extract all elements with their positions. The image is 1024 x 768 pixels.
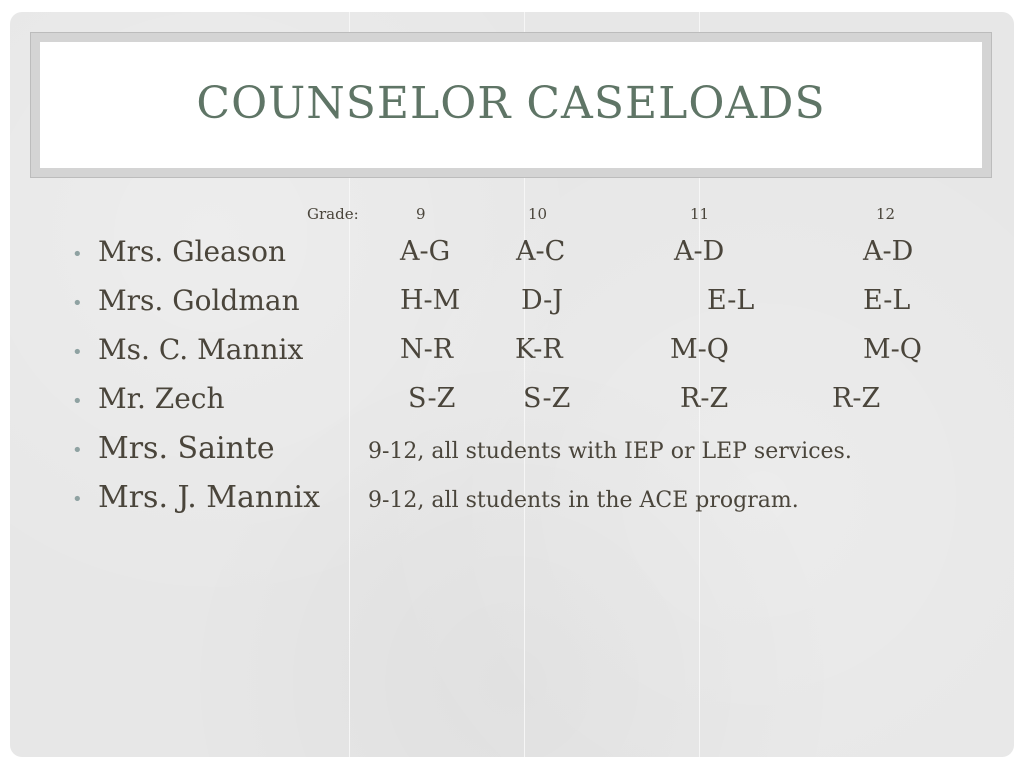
caseload-cell: E-L xyxy=(863,285,911,316)
bullet-icon: • xyxy=(72,342,83,363)
counselor-name: Mrs. Sainte xyxy=(98,431,275,466)
counselor-name: Ms. C. Mannix xyxy=(98,333,304,366)
counselor-name: Mrs. Goldman xyxy=(98,284,300,317)
bullet-icon: • xyxy=(72,391,83,412)
caseload-note: 9-12, all students with IEP or LEP services. xyxy=(368,439,852,464)
caseload-cell: A-C xyxy=(516,236,566,267)
caseload-cell: R-Z xyxy=(680,383,729,414)
grade-9-header: 9 xyxy=(416,205,426,223)
grade-10-header: 10 xyxy=(528,205,548,223)
bullet-icon: • xyxy=(72,293,83,314)
counselor-name: Mrs. J. Mannix xyxy=(98,480,321,515)
counselor-name: Mrs. Gleason xyxy=(98,235,287,268)
caseload-cell: H-M xyxy=(400,285,461,316)
grade-11-header: 11 xyxy=(690,205,710,223)
caseload-cell: M-Q xyxy=(670,334,729,365)
caseload-cell: A-D xyxy=(863,236,914,267)
slide-title: COUNSELOR CASELOADS xyxy=(196,77,826,129)
caseload-cell: S-Z xyxy=(523,383,571,414)
grade-12-header: 12 xyxy=(876,205,896,223)
caseload-note: 9-12, all students in the ACE program. xyxy=(368,488,799,513)
caseload-cell: E-L xyxy=(707,285,755,316)
caseload-cell: S-Z xyxy=(408,383,456,414)
grade-label: Grade: xyxy=(307,205,359,223)
caseload-cell: R-Z xyxy=(832,383,881,414)
caseload-cell: A-D xyxy=(674,236,725,267)
bullet-icon: • xyxy=(72,440,83,461)
bullet-icon: • xyxy=(72,489,83,510)
title-frame xyxy=(30,32,992,178)
title-box xyxy=(40,42,982,168)
caseload-cell: N-R xyxy=(400,334,454,365)
slide xyxy=(10,12,1014,757)
caseload-cell: K-R xyxy=(515,334,563,365)
caseload-cell: A-G xyxy=(400,236,451,267)
bullet-icon: • xyxy=(72,244,83,265)
caseload-cell: M-Q xyxy=(863,334,922,365)
caseload-cell: D-J xyxy=(521,285,564,316)
counselor-name: Mr. Zech xyxy=(98,382,225,415)
